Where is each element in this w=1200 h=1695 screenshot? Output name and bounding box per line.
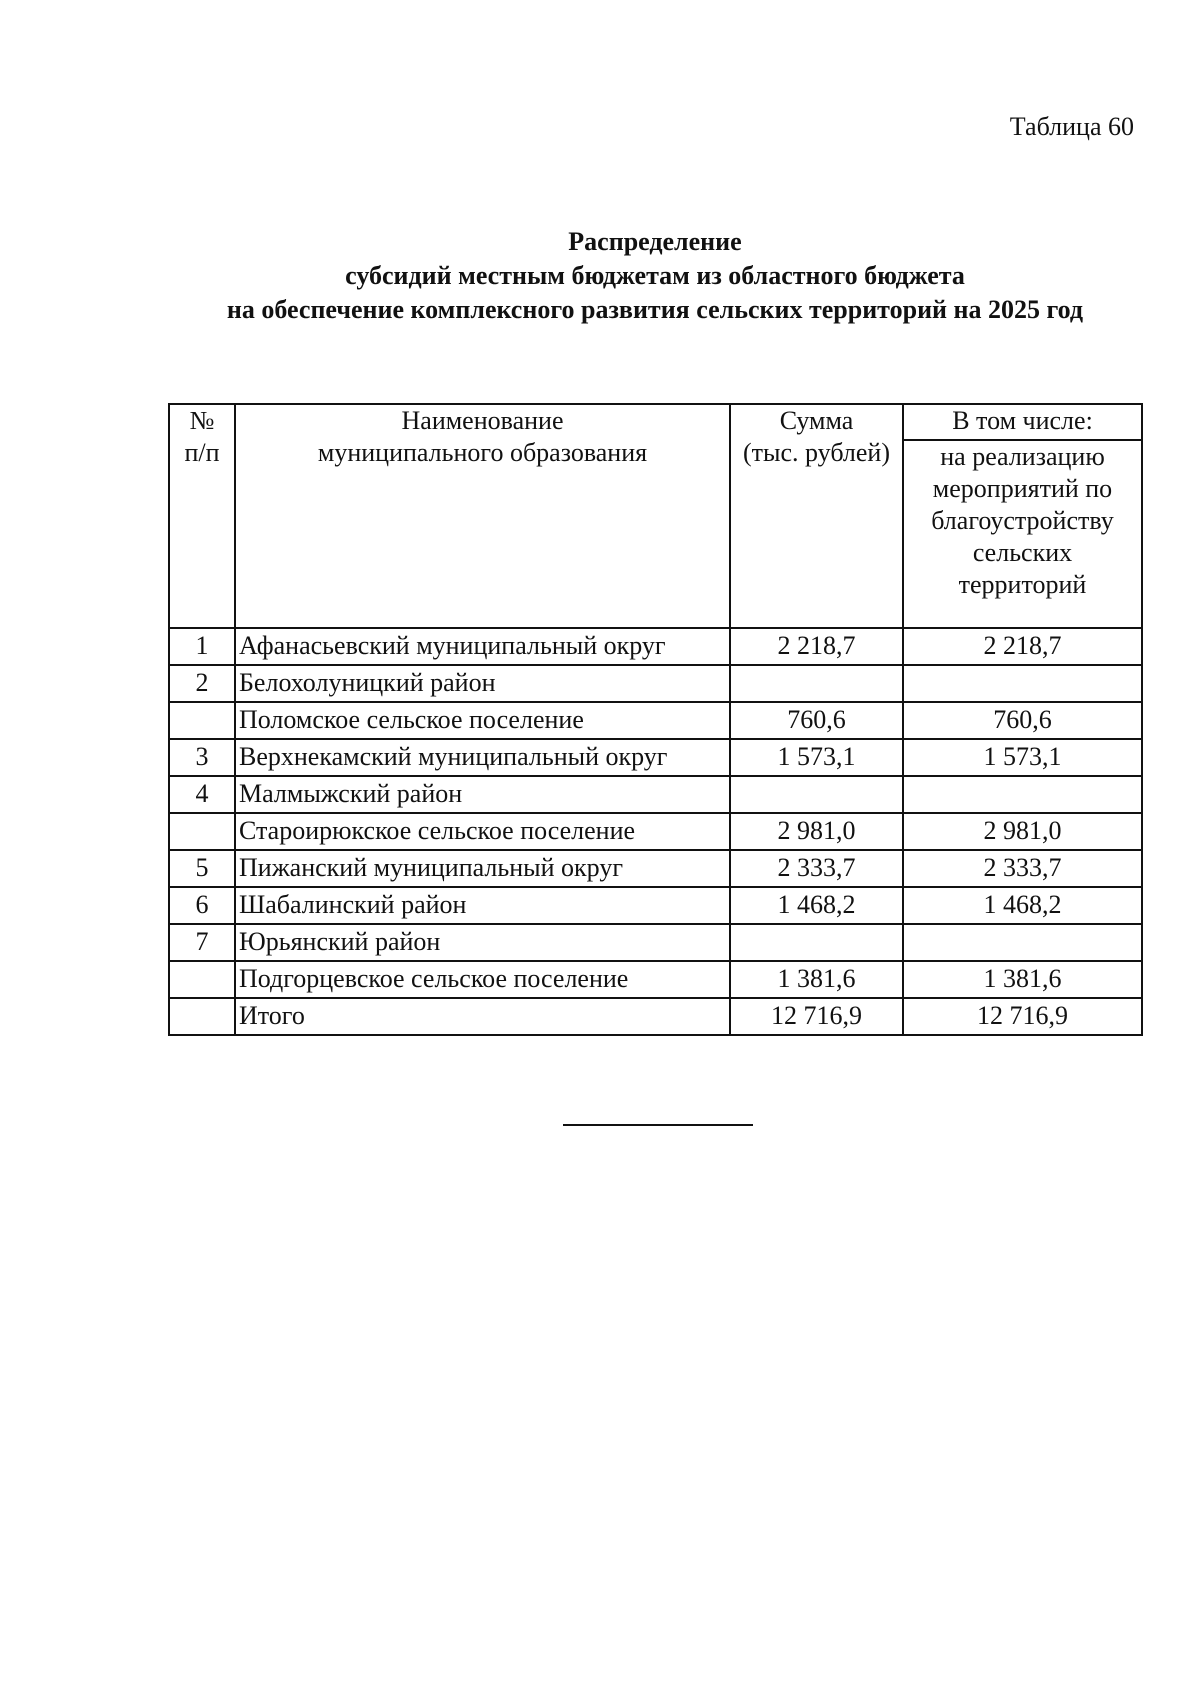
table-row [169, 961, 1142, 998]
header-name-line-2: муниципального образования [317, 438, 648, 467]
table-row [169, 628, 1142, 665]
row-number [169, 702, 235, 739]
table-row [169, 850, 1142, 887]
row-sum: 760,6 [730, 702, 903, 739]
row-number: 2 [169, 665, 235, 702]
header-number-line-1: № [189, 406, 215, 435]
row-sum [730, 776, 903, 813]
row-sum: 1 468,2 [730, 887, 903, 924]
header-number-line-2: п/п [184, 438, 220, 467]
header-including: В том числе: [903, 404, 1142, 440]
row-including [903, 665, 1142, 702]
table-row [169, 813, 1142, 850]
row-sum: 2 981,0 [730, 813, 903, 850]
table-row [169, 776, 1142, 813]
row-name: Староирюкское сельское поселение [235, 813, 730, 850]
row-sum: 1 381,6 [730, 961, 903, 998]
row-including [903, 776, 1142, 813]
row-number: 3 [169, 739, 235, 776]
title-line-2: субсидий местным бюджетам из областного бюджета [345, 261, 965, 290]
row-name: Верхнекамский муниципальный округ [235, 739, 730, 776]
row-sum [730, 665, 903, 702]
row-number: 4 [169, 776, 235, 813]
header-incl-line-1: на реализацию [940, 442, 1105, 471]
table-row [169, 887, 1142, 924]
row-including: 1 573,1 [903, 739, 1142, 776]
row-including: 2 333,7 [903, 850, 1142, 887]
row-name: Подгорцевское сельское поселение [235, 961, 730, 998]
subsidy-distribution-table [168, 403, 1143, 1036]
row-name: Афанасьевский муниципальный округ [235, 628, 730, 665]
header-incl-line-3: благоустройству [931, 506, 1114, 535]
row-sum: 2 333,7 [730, 850, 903, 887]
row-name: Итого [235, 998, 730, 1035]
row-name: Шабалинский район [235, 887, 730, 924]
table-row [169, 665, 1142, 702]
row-number [169, 998, 235, 1035]
header-incl-line-4: сельских [972, 538, 1073, 567]
table-total-row [169, 998, 1142, 1035]
row-number [169, 813, 235, 850]
title-line-3: на обеспечение комплексного развития сельских территорий на 2025 год [226, 295, 1084, 324]
row-sum [730, 924, 903, 961]
row-number: 1 [169, 628, 235, 665]
header-incl-line-2: мероприятий по [932, 474, 1113, 503]
row-number: 6 [169, 887, 235, 924]
row-sum: 12 716,9 [730, 998, 903, 1035]
row-name: Поломское сельское поселение [235, 702, 730, 739]
header-sum-line-1: Сумма [779, 406, 854, 435]
header-including-landscaping [903, 440, 1142, 628]
header-incl-line-5: территорий [958, 570, 1087, 599]
end-separator-line [563, 1124, 753, 1126]
row-name: Юрьянский район [235, 924, 730, 961]
row-including: 1 381,6 [903, 961, 1142, 998]
row-including: 2 218,7 [903, 628, 1142, 665]
row-number [169, 961, 235, 998]
row-including: 1 468,2 [903, 887, 1142, 924]
table-number: Таблица 60 [1009, 112, 1134, 141]
table-row [169, 924, 1142, 961]
row-including: 2 981,0 [903, 813, 1142, 850]
document-title [140, 225, 1170, 327]
row-name: Малмыжский район [235, 776, 730, 813]
header-number [169, 404, 235, 628]
header-name-line-1: Наименование [401, 406, 564, 435]
row-including [903, 924, 1142, 961]
row-name: Пижанский муниципальный округ [235, 850, 730, 887]
header-sum-line-2: (тыс. рублей) [742, 438, 890, 467]
row-including: 12 716,9 [903, 998, 1142, 1035]
row-name: Белохолуницкий район [235, 665, 730, 702]
row-number: 5 [169, 850, 235, 887]
row-sum: 2 218,7 [730, 628, 903, 665]
row-including: 760,6 [903, 702, 1142, 739]
row-sum: 1 573,1 [730, 739, 903, 776]
row-number: 7 [169, 924, 235, 961]
header-sum [730, 404, 903, 628]
header-name [235, 404, 730, 628]
table-row [169, 702, 1142, 739]
table-row [169, 739, 1142, 776]
title-line-1: Распределение [568, 227, 742, 256]
